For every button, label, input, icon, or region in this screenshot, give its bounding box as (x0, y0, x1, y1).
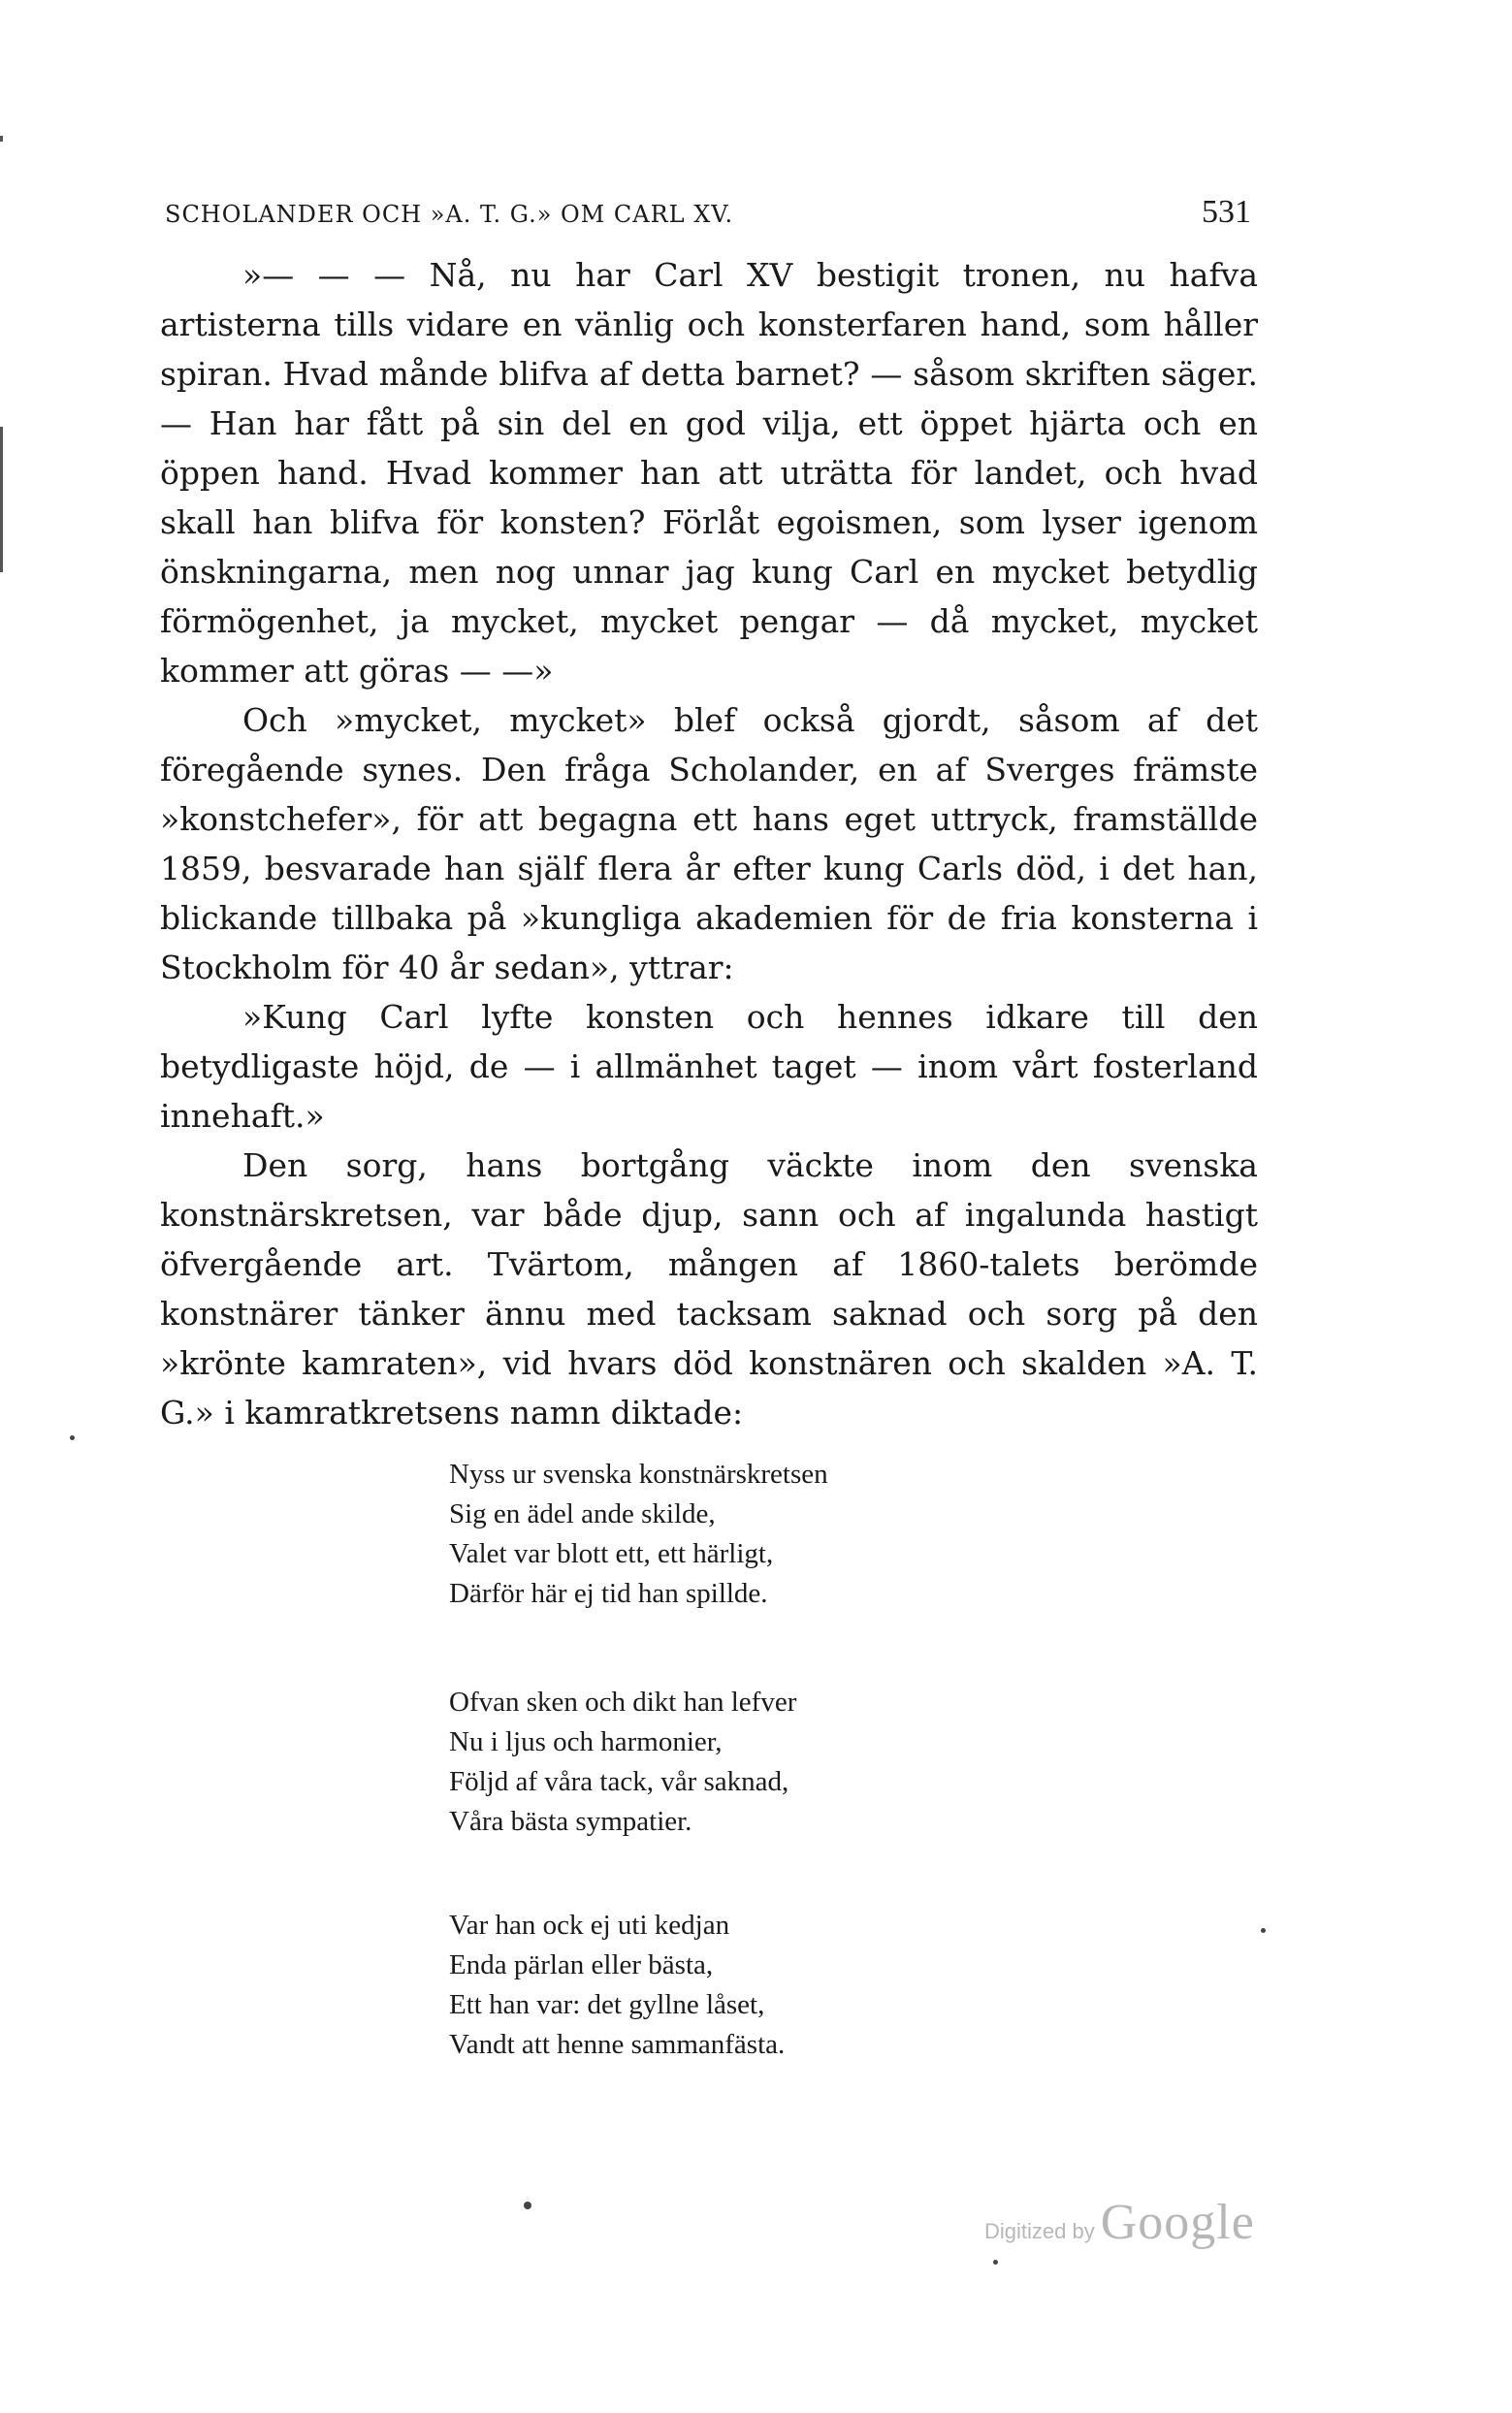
poem-line: Vandt att henne sammanfästa. (449, 2029, 786, 2060)
poem-line: Våra bästa sympatier. (449, 1806, 692, 1837)
poem-stanza-1 (449, 1455, 992, 1614)
poem-line: Nyss ur svenska konstnärskretsen (449, 1459, 828, 1490)
scan-speck (524, 2202, 531, 2209)
scan-speck (993, 2260, 998, 2265)
poem-line: Var han ock ej uti kedjan (449, 1910, 730, 1941)
scan-edge-mark (0, 427, 3, 572)
poem-line: Ett han var: det gyllne låset, (449, 1989, 765, 2020)
google-logo: Google (1100, 2195, 1255, 2250)
poem-line: Följd af våra tack, vår saknad, (449, 1766, 789, 1797)
running-title: SCHOLANDER OCH »A. T. G.» OM CARL XV. (165, 201, 734, 228)
poem-line: Därför här ej tid han spillde. (449, 1578, 768, 1609)
watermark-prefix: Digitized by (984, 2219, 1095, 2243)
paragraph-kung-carl-quote: »Kung Carl lyfte konsten och hennes idkare till den betydligaste höjd, de — i allmänhet taget — inom vårt fosterland innehaft.» (160, 998, 1258, 1135)
scan-speck (1261, 1928, 1266, 1933)
scan-speck (70, 1435, 75, 1440)
poem-line: Valet var blott ett, ett härligt, (449, 1538, 774, 1569)
poem-line: Sig en ädel ande skilde, (449, 1498, 716, 1529)
poem-stanza-2 (449, 1683, 992, 1842)
poem-line: Enda pärlan eller bästa, (449, 1949, 714, 1980)
digitized-watermark (984, 2194, 1255, 2251)
scan-edge-mark (0, 136, 3, 142)
poem-stanza-3 (449, 1906, 992, 2065)
body-text (160, 250, 1258, 1437)
running-head (165, 194, 1251, 233)
poem-line: Ofvan sken och dikt han lefver (449, 1687, 797, 1718)
paragraph-sorrow: Den sorg, hans bortgång väckte inom den svenska konstnärskretsen, var både djup, sann och af ingalunda hastigt öfvergående art. Tvärtom, mången af 1860-talets berömde konstnärer tänker ännu med tacksam saknad och sorg på den »krönte kamraten», vid hvars död konstnären och skalden »A. T. G.» i kamratkretsens namn diktade: (160, 1146, 1258, 1432)
poem-line: Nu i ljus och harmonier, (449, 1726, 723, 1757)
paragraph-quote-carl-xv: »— — — Nå, nu har Carl XV bestigit tronen, nu hafva artisterna tills vidare en vänlig och konsterfaren hand, som håller spiran. Hvad månde blifva af detta barnet? — såsom skriften säger. — Han har fått på sin del en god vilja, ett öppet hjärta och en öppen hand. Hvad kommer han att uträtta för landet, och hvad skall han blifva för konsten? Förlåt egoismen, som lyser igenom önskningarna, men nog unnar jag kung Carl en mycket betydlig förmögenhet, ja mycket, mycket pengar — då mycket, mycket kommer att göras — —» (160, 256, 1258, 690)
paragraph-scholander: Och »mycket, mycket» blef också gjordt, såsom af det föregående synes. Den fråga Scholander, en af Sverges främste »konstchefer», för att begagna ett hans eget uttryck, framställde 1859, besvarade han själf flera år efter kung Carls död, i det han, blickande tillbaka på »kungliga akademien för de fria konsterna i Stockholm för 40 år sedan», yttrar: (160, 701, 1258, 986)
page-number: 531 (1202, 194, 1251, 230)
